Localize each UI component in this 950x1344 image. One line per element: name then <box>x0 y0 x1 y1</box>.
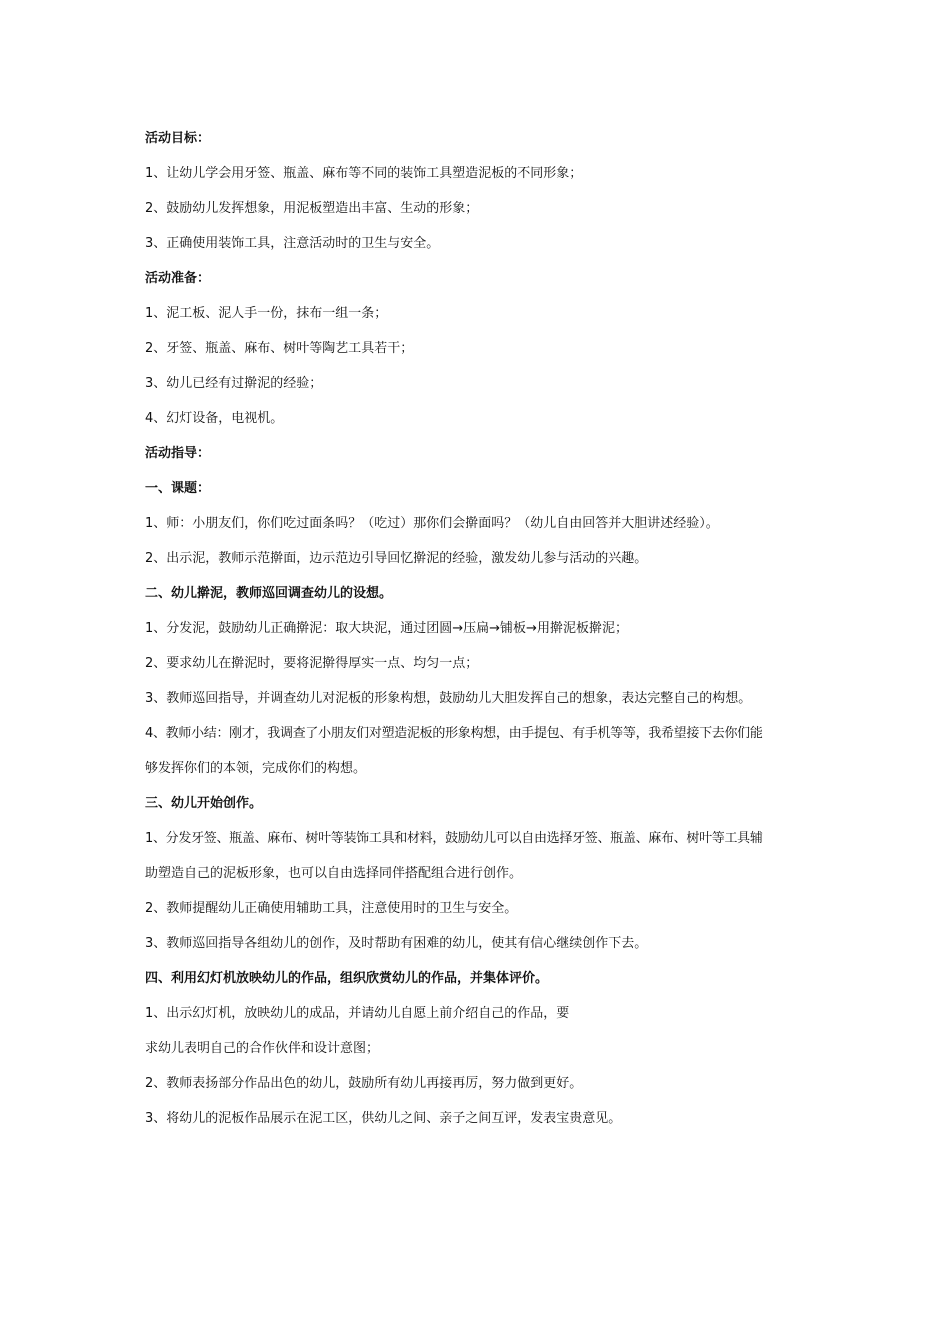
paragraph-line: 2、鼓励幼儿发挥想象，用泥板塑造出丰富、生动的形象； <box>145 201 479 216</box>
paragraph-line: 1、分发牙签、瓶盖、麻布、树叶等装饰工具和材料，鼓励幼儿可以自由选择牙签、瓶盖、麻布、树叶等工具辅 <box>145 831 763 846</box>
subsection-heading-1: 一、课题： <box>145 481 211 496</box>
paragraph-line: 2、要求幼儿在擀泥时，要将泥擀得厚实一点、均匀一点； <box>145 656 479 671</box>
paragraph-line: 2、牙签、瓶盖、麻布、树叶等陶艺工具若干； <box>145 341 414 356</box>
paragraph-line: 3、幼儿已经有过擀泥的经验； <box>145 376 323 391</box>
paragraph-line: 2、教师表扬部分作品出色的幼儿，鼓励所有幼儿再接再厉，努力做到更好。 <box>145 1076 583 1091</box>
paragraph-line: 1、分发泥，鼓励幼儿正确擀泥：取大块泥，通过团圆→压扁→铺板→用擀泥板擀泥； <box>145 621 628 636</box>
paragraph-line: 4、教师小结：刚才，我调查了小朋友们对塑造泥板的形象构想，由手提包、有手机等等，我希望接下去你们能 <box>145 726 763 741</box>
paragraph-line: 1、出示幻灯机，放映幼儿的成品，并请幼儿自愿上前介绍自己的作品，要 <box>145 1006 570 1021</box>
paragraph-line: 求幼儿表明自己的合作伙伴和设计意图； <box>145 1041 380 1056</box>
paragraph-line: 3、教师巡回指导各组幼儿的创作，及时帮助有困难的幼儿，使其有信心继续创作下去。 <box>145 936 648 951</box>
paragraph-line: 助塑造自己的泥板形象，也可以自由选择同伴搭配组合进行创作。 <box>145 866 523 881</box>
paragraph-line: 1、师：小朋友们，你们吃过面条吗？（吃过）那你们会擀面吗？（幼儿自由回答并大胆讲述经验）。 <box>145 516 719 531</box>
subsection-heading-2: 二、幼儿擀泥，教师巡回调查幼儿的设想。 <box>145 586 393 601</box>
paragraph-line: 2、出示泥，教师示范擀面，边示范边引导回忆擀泥的经验，激发幼儿参与活动的兴趣。 <box>145 551 648 566</box>
paragraph-line: 2、教师提醒幼儿正确使用辅助工具，注意使用时的卫生与安全。 <box>145 901 518 916</box>
paragraph-line: 4、幻灯设备，电视机。 <box>145 411 284 426</box>
subsection-heading-3: 三、幼儿开始创作。 <box>145 796 263 811</box>
section-heading-goals: 活动目标： <box>145 131 211 146</box>
paragraph-line: 够发挥你们的本领，完成你们的构想。 <box>145 761 367 776</box>
paragraph-line: 1、让幼儿学会用牙签、瓶盖、麻布等不同的装饰工具塑造泥板的不同形象； <box>145 166 583 181</box>
paragraph-line: 3、教师巡回指导，并调查幼儿对泥板的形象构想，鼓励幼儿大胆发挥自己的想象，表达完整自己的构想。 <box>145 691 752 706</box>
paragraph-line: 3、将幼儿的泥板作品展示在泥工区，供幼儿之间、亲子之间互评，发表宝贵意见。 <box>145 1111 622 1126</box>
paragraph-line: 3、正确使用装饰工具，注意活动时的卫生与安全。 <box>145 236 440 251</box>
document-body <box>145 121 825 1136</box>
section-heading-preparation: 活动准备： <box>145 271 211 286</box>
section-heading-guidance: 活动指导： <box>145 446 211 461</box>
paragraph-line: 1、泥工板、泥人手一份，抹布一组一条； <box>145 306 388 321</box>
subsection-heading-4: 四、利用幻灯机放映幼儿的作品，组织欣赏幼儿的作品，并集体评价。 <box>145 971 549 986</box>
